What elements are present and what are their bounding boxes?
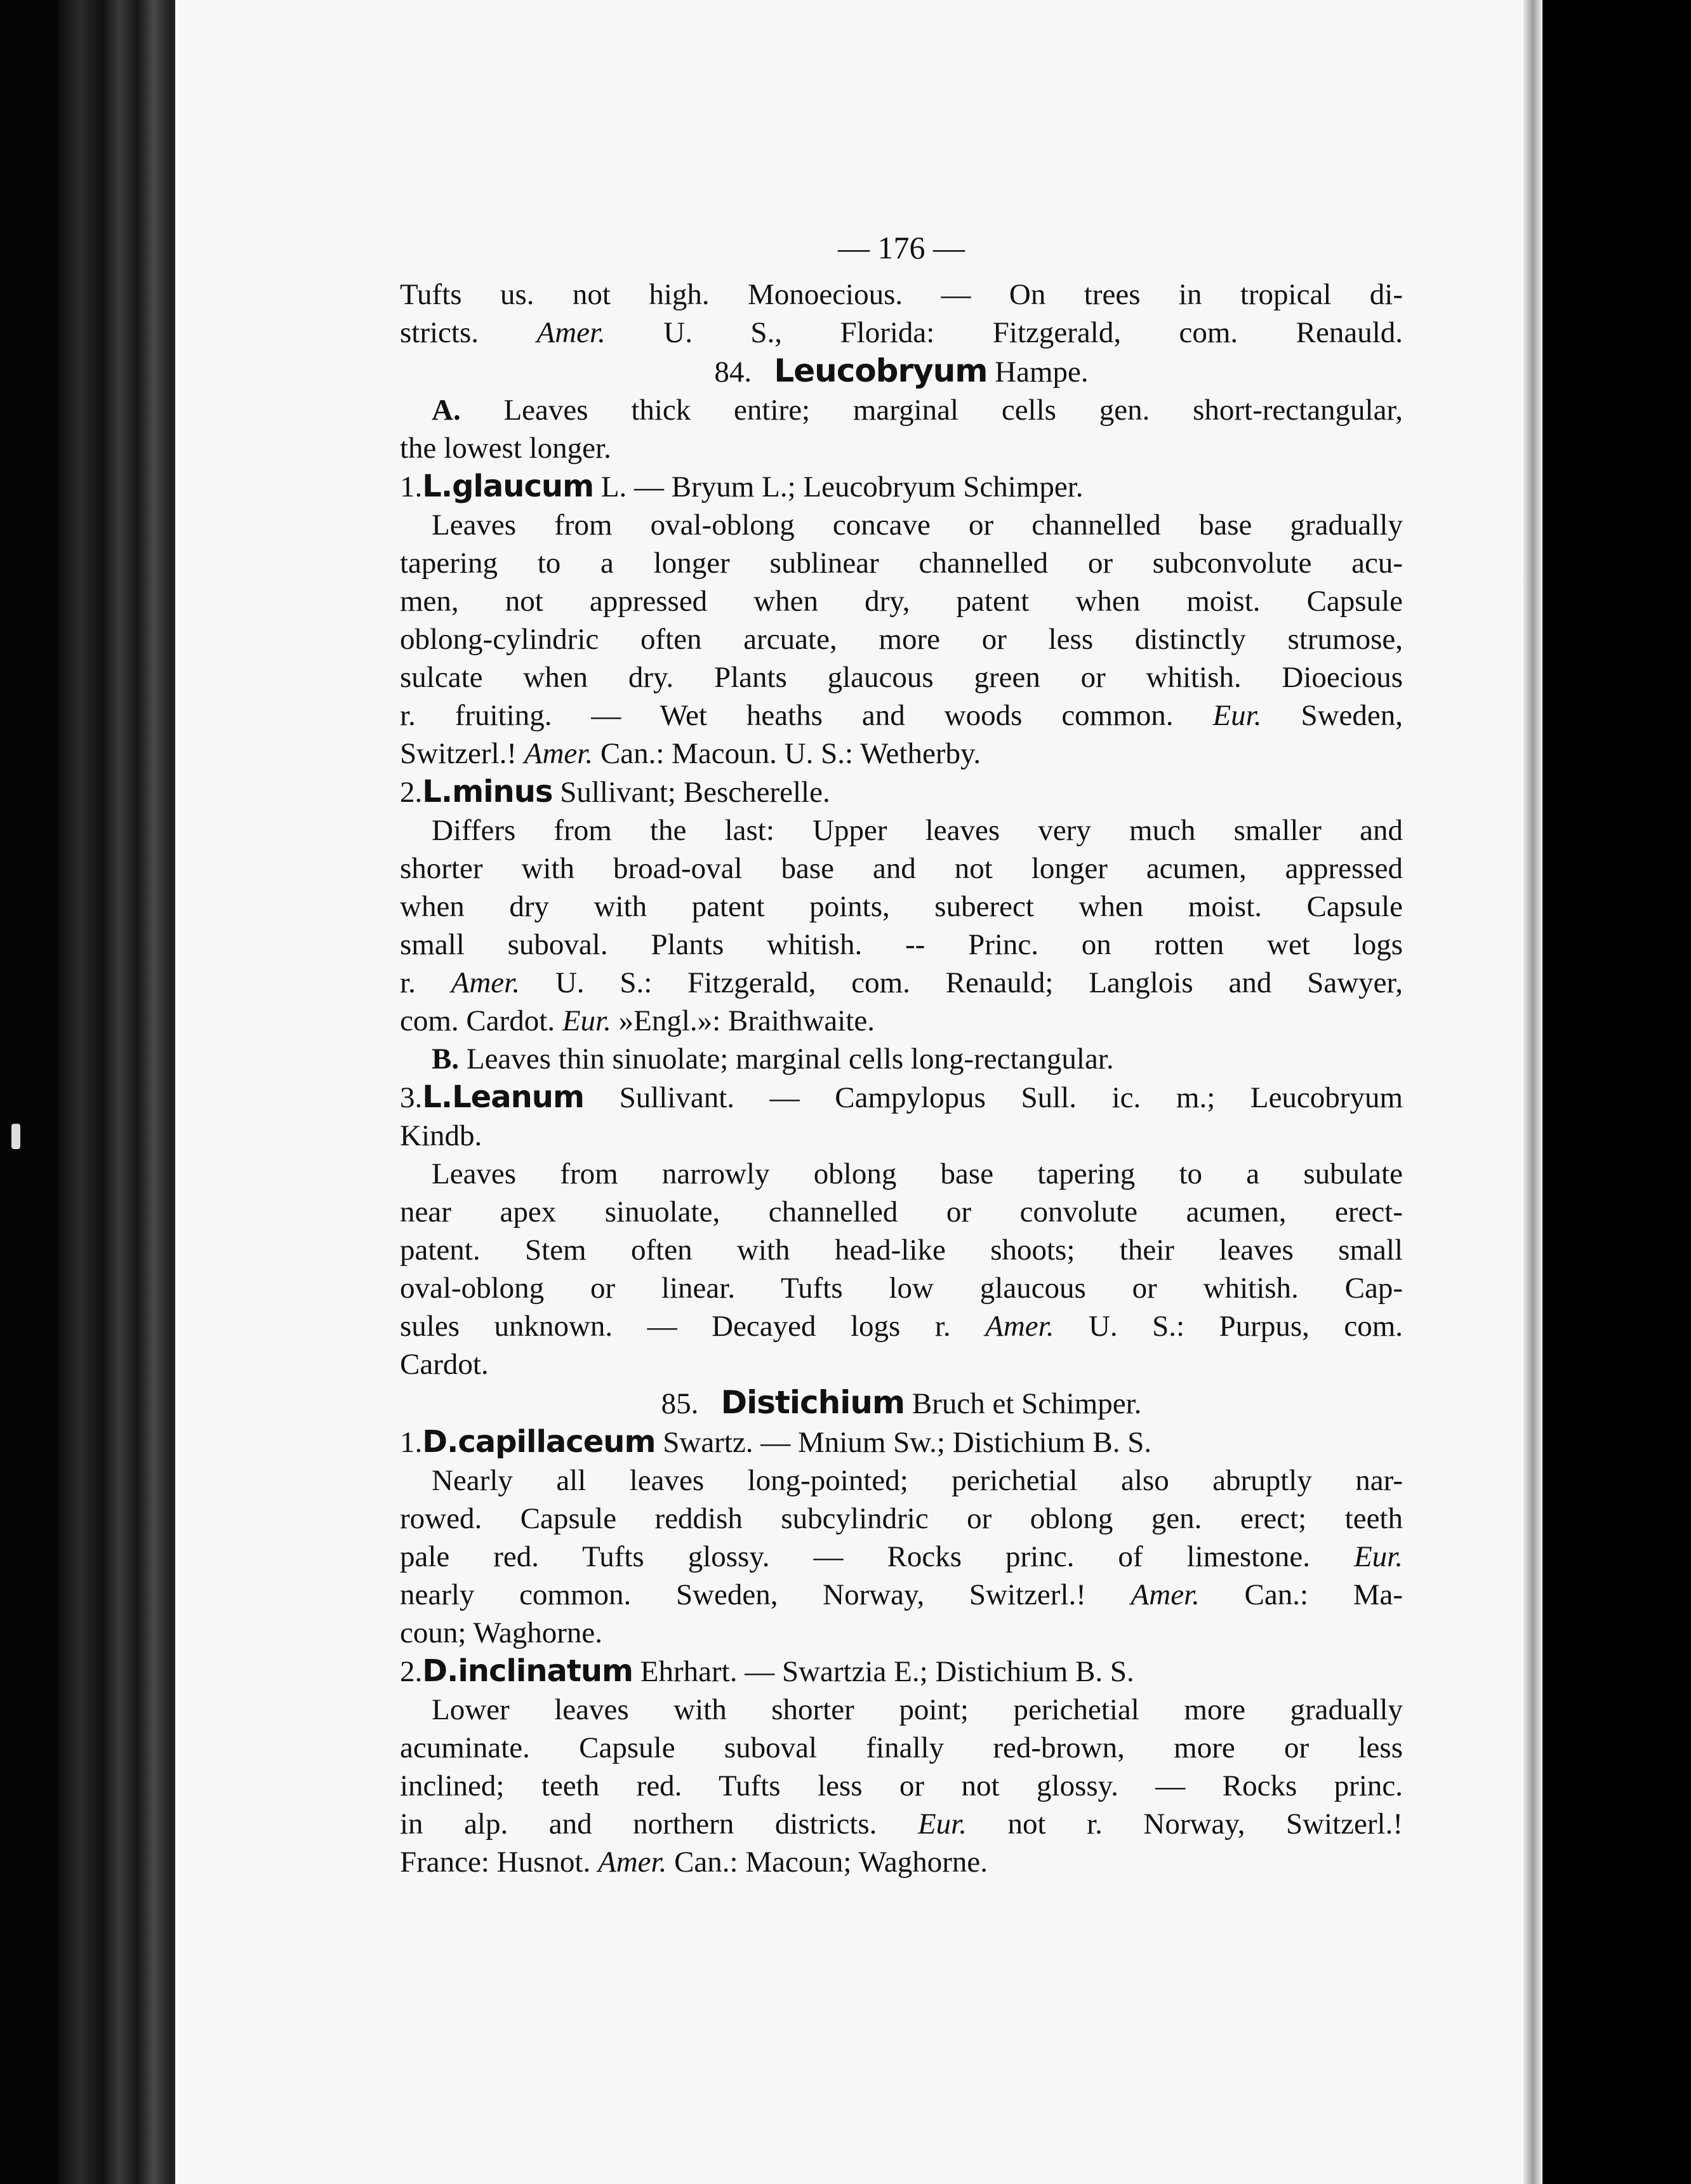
text-line: France: Husnot. Amer. Can.: Macoun; Waghorne. [400,1846,988,1879]
text-line: Kindb. [400,1119,482,1152]
text-line: shorter with broad-oval base and not longer acumen, appressed [400,852,1403,885]
text-line: patent. Stem often with head-like shoots; their leaves small [400,1234,1403,1267]
species-heading: 2.L.minus Sullivant; Bescherelle. [400,774,830,809]
text-line: sulcate when dry. Plants glaucous green or whitish. Dioecious [400,661,1403,694]
text-line: when dry with patent points, suberect when moist. Capsule [400,890,1403,923]
text-line: sules unknown. — Decayed logs r. Amer. U. S.: Purpus, com. [400,1310,1403,1343]
text-line: men, not appressed when dry, patent when moist. Capsule [400,585,1403,618]
text-line: com. Cardot. Eur. »Engl.»: Braithwaite. [400,1004,875,1037]
text-line: Tufts us. not high. Monoecious. — On trees in tropical di- [400,278,1403,311]
genus-heading: 85. Distichium Bruch et Schimper. [661,1384,1142,1421]
binding-mark [1549,1924,1563,1949]
key-line: B. Leaves thin sinuolate; marginal cells long-rectangular. [432,1042,1114,1075]
text-line: Switzerl.! Amer. Can.: Macoun. U. S.: Wetherby. [400,737,981,770]
key-line: A. Leaves thick entire; marginal cells gen. short-rectangular, [432,394,1403,427]
binding-mark [1549,971,1563,997]
page-right-edge [1523,0,1542,2184]
text-line: coun; Waghorne. [400,1616,603,1649]
text-line: in alp. and northern districts. Eur. not r. Norway, Switzerl.! [400,1808,1403,1841]
text-line: near apex sinuolate, channelled or convolute acumen, erect- [400,1195,1403,1228]
page-text [400,229,1403,1881]
species-heading: 1.L.glaucum L. — Bryum L.; Leucobryum Schimper. [400,469,1084,504]
text-line: rowed. Capsule reddish subcylindric or oblong gen. erect; teeth [400,1502,1403,1535]
species-heading: 2.D.inclinatum Ehrhart. — Swartzia E.; Distichium B. S. [400,1653,1134,1689]
text-line: tapering to a longer sublinear channelled or subconvolute acu- [400,547,1403,580]
text-line: inclined; teeth red. Tufts less or not glossy. — Rocks princ. [400,1769,1403,1802]
text-line: nearly common. Sweden, Norway, Switzerl.! Amer. Can.: Ma- [400,1578,1403,1611]
text-line: Leaves from narrowly oblong base tapering to a subulate [432,1157,1403,1190]
text-line: stricts. Amer. U. S., Florida: Fitzgerald, com. Renauld. [400,316,1403,349]
scan-mark [11,1124,20,1149]
text-line: the lowest longer. [400,432,611,465]
text-line: Differs from the last: Upper leaves very much smaller and [432,814,1403,847]
text-line: pale red. Tufts glossy. — Rocks princ. of limestone. Eur. [400,1540,1403,1573]
page-number: — 176 — [838,230,965,265]
genus-heading: 84. Leucobryum Hampe. [714,352,1089,389]
text-line: Cardot. [400,1348,489,1381]
text-line: Lower leaves with shorter point; perichetial more gradually [432,1693,1403,1726]
book-edge [57,0,171,2184]
species-heading: 3.L.Leanum Sullivant. — Campylopus Sull. ic. m.; Leucobryum [400,1079,1403,1115]
text-line: r. fruiting. — Wet heaths and woods common. Eur. Sweden, [400,699,1403,732]
text-line: oblong-cylindric often arcuate, more or less distinctly strumose, [400,623,1403,656]
scan-right-margin [1542,0,1691,2184]
text-line: oval-oblong or linear. Tufts low glaucous or whitish. Cap- [400,1272,1403,1305]
species-heading: 1.D.capillaceum Swartz. — Mnium Sw.; Distichium B. S. [400,1424,1152,1460]
text-line: acuminate. Capsule suboval finally red-brown, more or less [400,1731,1403,1764]
text-line: Leaves from oval-oblong concave or channelled base gradually [432,509,1403,542]
text-line: small suboval. Plants whitish. -- Princ. on rotten wet logs [400,928,1403,961]
text-line: Nearly all leaves long-pointed; perichetial also abruptly nar- [432,1464,1403,1497]
text-line: r. Amer. U. S.: Fitzgerald, com. Renauld; Langlois and Sawyer, [400,966,1403,999]
